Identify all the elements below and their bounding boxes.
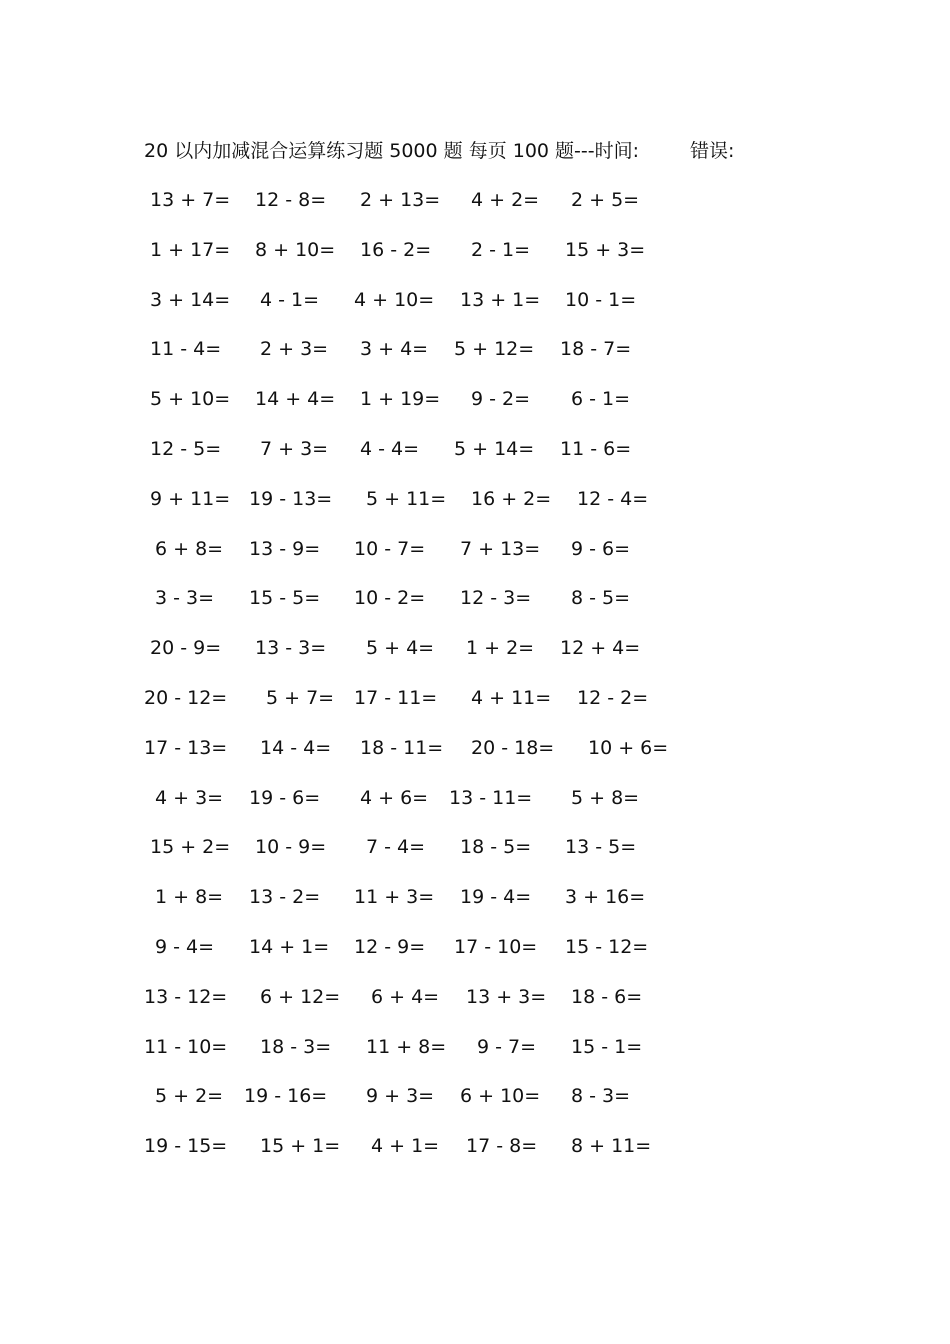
errors-label: 错误: — [690, 140, 735, 162]
problem-r18-c4: 9 - 7= — [477, 1035, 537, 1058]
problem-r2-c5: 15 + 3= — [565, 238, 646, 261]
problem-r8-c4: 7 + 13= — [460, 537, 541, 560]
problem-r5-c5: 6 - 1= — [571, 388, 631, 411]
problem-r3-c2: 4 - 1= — [260, 288, 320, 311]
problem-r3-c5: 10 - 1= — [565, 288, 637, 311]
problem-r16-c1: 9 - 4= — [155, 936, 215, 958]
problem-r11-c4: 4 + 11= — [471, 687, 552, 709]
problem-r20-c1: 19 - 15= — [144, 1135, 228, 1158]
problem-r5-c4: 9 - 2= — [471, 388, 531, 411]
problem-r5-c1: 5 + 10= — [150, 388, 231, 411]
problem-r6-c3: 4 - 4= — [360, 438, 420, 460]
problem-r7-c4: 16 + 2= — [471, 487, 552, 510]
problem-r16-c4: 17 - 10= — [454, 936, 538, 958]
problem-r20-c2: 15 + 1= — [260, 1135, 341, 1158]
problem-r15-c4: 19 - 4= — [460, 886, 532, 909]
problem-r1-c1: 13 + 7= — [150, 189, 231, 211]
problem-r15-c1: 1 + 8= — [155, 886, 224, 909]
problem-r10-c1: 20 - 9= — [150, 637, 222, 660]
problem-r14-c5: 13 - 5= — [565, 836, 637, 859]
problem-r6-c5: 11 - 6= — [560, 438, 632, 460]
problem-r2-c4: 2 - 1= — [471, 238, 531, 261]
problem-r3-c4: 13 + 1= — [460, 288, 541, 311]
problem-r15-c5: 3 + 16= — [565, 886, 646, 909]
problem-r2-c1: 1 + 17= — [150, 238, 231, 261]
problem-r7-c2: 19 - 13= — [249, 487, 333, 510]
problem-r18-c5: 15 - 1= — [571, 1035, 643, 1058]
problem-r18-c1: 11 - 10= — [144, 1035, 228, 1058]
problem-r16-c3: 12 - 9= — [354, 936, 426, 958]
problem-r15-c2: 13 - 2= — [249, 886, 321, 909]
problem-r4-c3: 3 + 4= — [360, 338, 429, 361]
problem-r20-c4: 17 - 8= — [466, 1135, 538, 1158]
problem-r10-c3: 5 + 4= — [366, 637, 435, 660]
problem-r4-c4: 5 + 12= — [454, 338, 535, 361]
problem-r3-c3: 4 + 10= — [354, 288, 435, 311]
problem-r19-c1: 5 + 2= — [155, 1085, 224, 1108]
problem-r13-c2: 19 - 6= — [249, 786, 321, 809]
problem-r12-c2: 14 - 4= — [260, 736, 332, 759]
problem-r20-c5: 8 + 11= — [571, 1135, 652, 1158]
problem-r8-c3: 10 - 7= — [354, 537, 426, 560]
problem-r5-c2: 14 + 4= — [255, 388, 336, 411]
problem-r19-c2: 19 - 16= — [244, 1085, 328, 1108]
problem-r6-c4: 5 + 14= — [454, 438, 535, 460]
problem-r10-c4: 1 + 2= — [466, 637, 535, 660]
problem-r11-c1: 20 - 12= — [144, 687, 228, 709]
problem-r19-c5: 8 - 3= — [571, 1085, 631, 1108]
problem-r19-c3: 9 + 3= — [366, 1085, 435, 1108]
problem-r10-c5: 12 + 4= — [560, 637, 641, 660]
problem-r18-c2: 18 - 3= — [260, 1035, 332, 1058]
problem-r12-c5: 10 + 6= — [588, 736, 669, 759]
problem-r7-c5: 12 - 4= — [577, 487, 649, 510]
problem-r11-c3: 17 - 11= — [354, 687, 438, 709]
problem-r13-c5: 5 + 8= — [571, 786, 640, 809]
problem-r17-c2: 6 + 12= — [260, 985, 341, 1008]
problem-r9-c2: 15 - 5= — [249, 587, 321, 610]
problem-r6-c2: 7 + 3= — [260, 438, 329, 460]
problem-r18-c3: 11 + 8= — [366, 1035, 447, 1058]
problem-r4-c5: 18 - 7= — [560, 338, 632, 361]
problem-r12-c3: 18 - 11= — [360, 736, 444, 759]
problem-r4-c2: 2 + 3= — [260, 338, 329, 361]
problem-r9-c3: 10 - 2= — [354, 587, 426, 610]
problem-r1-c4: 4 + 2= — [471, 189, 540, 211]
problem-r8-c5: 9 - 6= — [571, 537, 631, 560]
worksheet-title: 20 以内加减混合运算练习题 5000 题 每页 100 题---时间: — [144, 140, 640, 162]
problem-r8-c2: 13 - 9= — [249, 537, 321, 560]
problem-r8-c1: 6 + 8= — [155, 537, 224, 560]
problem-r3-c1: 3 + 14= — [150, 288, 231, 311]
problem-r12-c4: 20 - 18= — [471, 736, 555, 759]
problem-r7-c1: 9 + 11= — [150, 487, 231, 510]
problem-r9-c4: 12 - 3= — [460, 587, 532, 610]
problem-r16-c2: 14 + 1= — [249, 936, 330, 958]
problem-r2-c2: 8 + 10= — [255, 238, 336, 261]
problem-r17-c4: 13 + 3= — [466, 985, 547, 1008]
problem-r1-c5: 2 + 5= — [571, 189, 640, 211]
problem-r11-c5: 12 - 2= — [577, 687, 649, 709]
problem-r17-c5: 18 - 6= — [571, 985, 643, 1008]
problem-r7-c3: 5 + 11= — [366, 487, 447, 510]
problem-r17-c3: 6 + 4= — [371, 985, 440, 1008]
problem-r17-c1: 13 - 12= — [144, 985, 228, 1008]
problem-r4-c1: 11 - 4= — [150, 338, 222, 361]
problem-r12-c1: 17 - 13= — [144, 736, 228, 759]
problem-r20-c3: 4 + 1= — [371, 1135, 440, 1158]
problem-r2-c3: 16 - 2= — [360, 238, 432, 261]
problem-r13-c3: 4 + 6= — [360, 786, 429, 809]
problem-r14-c2: 10 - 9= — [255, 836, 327, 859]
problem-r14-c3: 7 - 4= — [366, 836, 426, 859]
problem-r11-c2: 5 + 7= — [266, 687, 335, 709]
problem-r15-c3: 11 + 3= — [354, 886, 435, 909]
problem-r9-c5: 8 - 5= — [571, 587, 631, 610]
problem-r1-c2: 12 - 8= — [255, 189, 327, 211]
problem-r14-c1: 15 + 2= — [150, 836, 231, 859]
problem-r5-c3: 1 + 19= — [360, 388, 441, 411]
problem-r13-c1: 4 + 3= — [155, 786, 224, 809]
problem-r10-c2: 13 - 3= — [255, 637, 327, 660]
problem-r9-c1: 3 - 3= — [155, 587, 215, 610]
problem-r16-c5: 15 - 12= — [565, 936, 649, 958]
problem-r1-c3: 2 + 13= — [360, 189, 441, 211]
problem-r13-c4: 13 - 11= — [449, 786, 533, 809]
problem-r19-c4: 6 + 10= — [460, 1085, 541, 1108]
problem-r14-c4: 18 - 5= — [460, 836, 532, 859]
problem-r6-c1: 12 - 5= — [150, 438, 222, 460]
